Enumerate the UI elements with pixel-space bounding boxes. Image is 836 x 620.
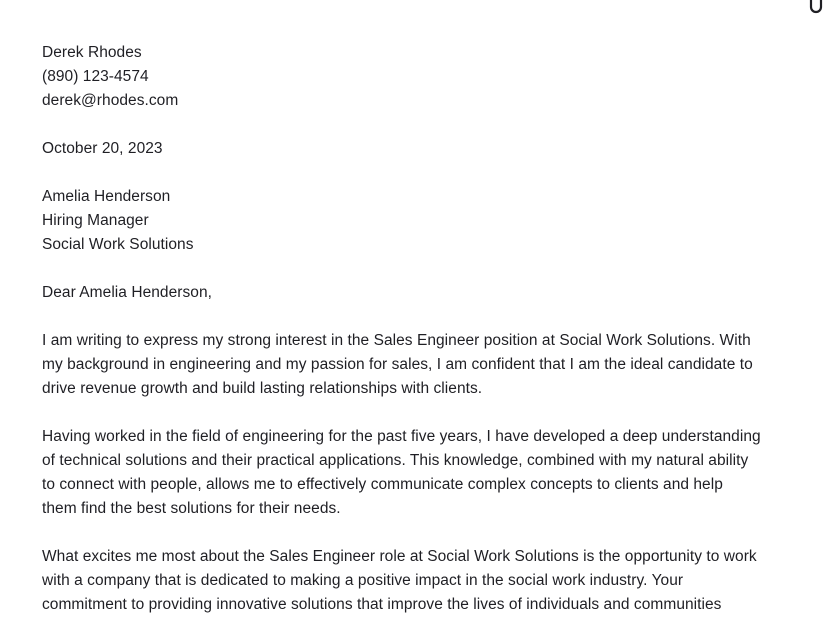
paragraph-line: drive revenue growth and build lasting relationships with clients. xyxy=(42,380,483,397)
salutation: Dear Amelia Henderson, xyxy=(42,284,212,301)
date-block xyxy=(42,137,790,161)
body-paragraph-1 xyxy=(42,329,790,401)
paperclip-icon[interactable] xyxy=(808,0,824,16)
sender-phone: (890) 123-4574 xyxy=(42,68,149,85)
letter-date: October 20, 2023 xyxy=(42,140,163,157)
paragraph-line: to connect with people, allows me to effectively communicate complex concepts to clients and help xyxy=(42,476,723,493)
recipient-title: Hiring Manager xyxy=(42,212,149,229)
sender-name: Derek Rhodes xyxy=(42,44,142,61)
recipient-name: Amelia Henderson xyxy=(42,188,171,205)
paragraph-line: What excites me most about the Sales Engineer role at Social Work Solutions is the opportunity to work xyxy=(42,548,757,565)
body-paragraph-3 xyxy=(42,545,790,617)
recipient-company: Social Work Solutions xyxy=(42,236,194,253)
body-paragraph-2 xyxy=(42,425,790,521)
cover-letter xyxy=(42,41,790,620)
paragraph-line: I am writing to express my strong interest in the Sales Engineer position at Social Work Solutions. With xyxy=(42,332,751,349)
sender-block xyxy=(42,41,790,113)
sender-email: derek@rhodes.com xyxy=(42,92,179,109)
paragraph-line: my background in engineering and my passion for sales, I am confident that I am the ideal candidate to xyxy=(42,356,753,373)
recipient-block xyxy=(42,185,790,257)
salutation-block xyxy=(42,281,790,305)
paragraph-line: with a company that is dedicated to making a positive impact in the social work industry. Your xyxy=(42,572,684,589)
paragraph-line: of technical solutions and their practical applications. This knowledge, combined with my natural ability xyxy=(42,452,749,469)
paragraph-line: Having worked in the field of engineering for the past five years, I have developed a deep understanding xyxy=(42,428,761,445)
paragraph-line: commitment to providing innovative solutions that improve the lives of individuals and communities xyxy=(42,596,722,613)
paragraph-line: them find the best solutions for their needs. xyxy=(42,500,341,517)
